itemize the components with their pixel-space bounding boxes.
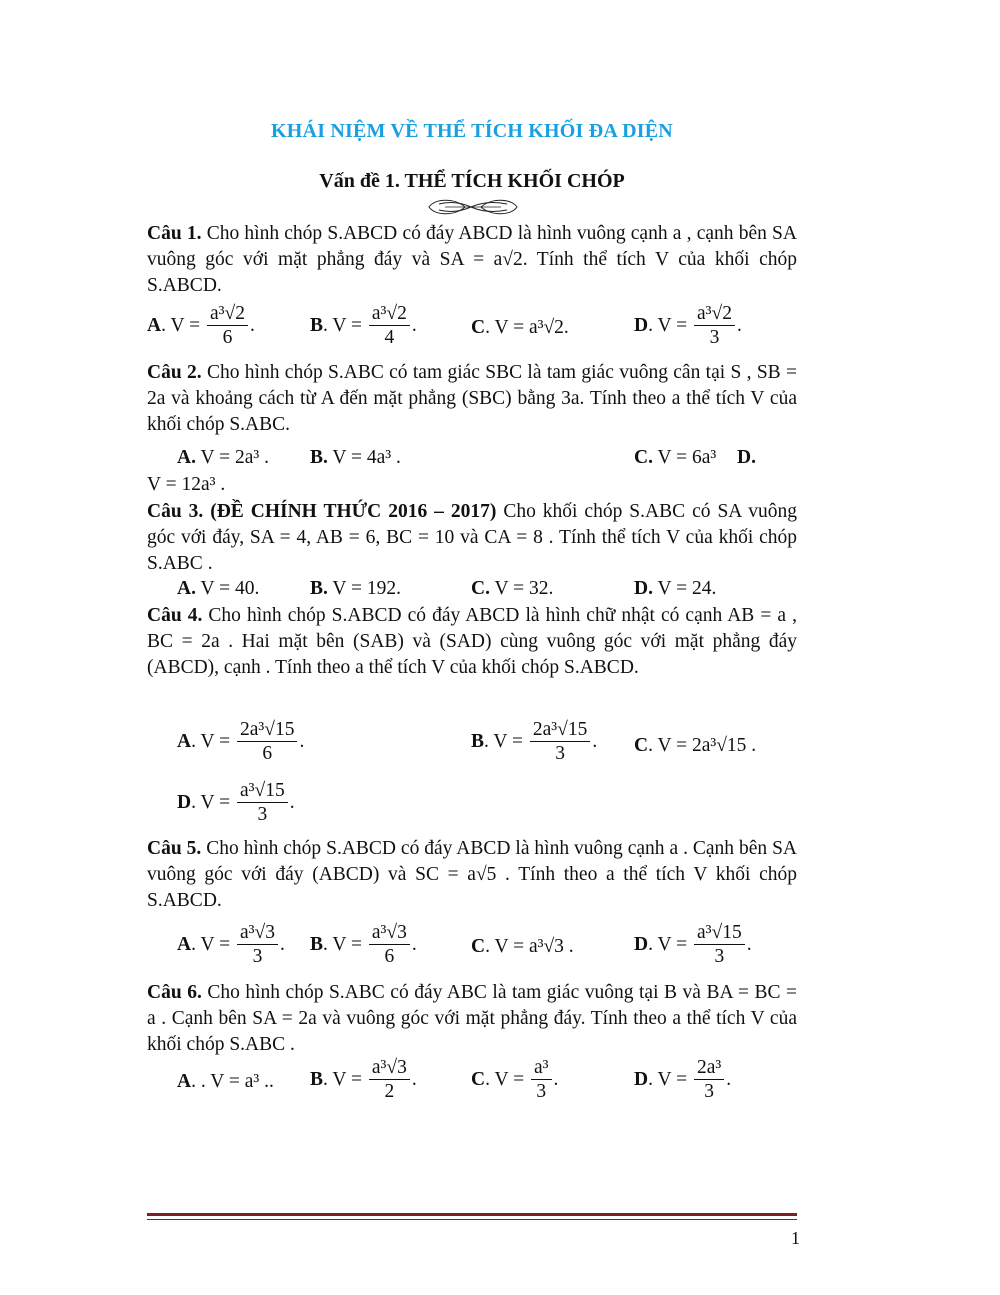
numerator: 2a³√15 — [237, 719, 297, 742]
numerator: a³√3 — [369, 1057, 410, 1080]
numerator: a³√2 — [369, 303, 410, 326]
option-label: D. — [737, 447, 756, 468]
option-b: B. V = $\frac{\text{a³√2}}{4}$ . — [310, 303, 417, 348]
option-label: A — [177, 933, 192, 955]
fraction — [207, 303, 248, 350]
option-value: V = 4a³ . — [332, 447, 401, 468]
denominator: 2 — [384, 1081, 395, 1102]
numerator: a³√15 — [694, 922, 745, 945]
option-prefix: V = a³√2. — [494, 317, 569, 338]
question-label: Câu 5. — [147, 838, 202, 859]
option-suffix: . — [553, 1068, 559, 1090]
option-label: C — [634, 735, 649, 756]
denominator: 6 — [262, 743, 273, 764]
option-prefix: V = — [657, 1068, 688, 1090]
denominator: 3 — [257, 804, 268, 825]
option-c: C. V = $\frac{\text{a³}}{3}$ . — [471, 1057, 559, 1102]
numerator: a³√2 — [207, 303, 248, 326]
denominator: 6 — [222, 327, 233, 348]
option-label: A — [147, 314, 162, 336]
option-prefix: V = — [332, 1068, 363, 1090]
question-text: Cho hình chóp S.ABC có tam giác SBC là tam giác vuông cân tại S , SB = 2a và khoảng cách từ A đến mặt phẳng (SBC) bằng 3a. Tính theo a thể tích V của khối chóp S.ABC. — [147, 362, 797, 435]
option-prefix: V = — [200, 730, 231, 752]
fraction — [237, 922, 278, 969]
fraction — [531, 1057, 552, 1104]
question-label: Câu 1. — [147, 223, 202, 244]
option-d — [634, 578, 716, 600]
option-suffix: . — [411, 933, 417, 955]
question-6 — [147, 980, 797, 1058]
option-value: V = a³√3 . — [494, 936, 574, 957]
option-label: C — [471, 936, 486, 957]
denominator: 3 — [704, 1081, 714, 1102]
option-label: D — [634, 314, 649, 336]
question-6-options — [147, 1057, 797, 1117]
fraction — [694, 922, 745, 969]
numerator: a³√3 — [369, 922, 410, 945]
option-label: A. — [177, 578, 196, 599]
option-a: A. V = $\frac{\text{a³√2}}{6}$ . — [147, 303, 255, 348]
option-d-value: V = 12a³ . — [147, 474, 226, 495]
option-c — [634, 447, 716, 469]
option-value: V = 24. — [657, 578, 717, 599]
page-title: KHÁI NIỆM VỀ THỂ TÍCH KHỐI ĐA DIỆN — [271, 120, 673, 142]
option-label: B — [471, 730, 485, 752]
option-label: B — [310, 314, 324, 336]
option-c: C. V = a³√2. — [471, 317, 569, 338]
numerator: a³ — [531, 1057, 552, 1080]
option-b: B. V = $\frac{\text{2a³√15}}{3}$ . — [471, 719, 598, 764]
fraction — [694, 1057, 724, 1104]
fraction — [369, 303, 410, 350]
option-label: C. — [634, 447, 653, 468]
option-suffix: . — [299, 730, 305, 752]
option-label: D — [177, 791, 192, 813]
question-text: Cho hình chóp S.ABCD có đáy ABCD là hình chữ nhật có cạnh AB = a , BC = 2a . Hai mặt bên (SAB) và (SAD) cùng vuông góc với mặt phẳng đáy (ABCD), cạnh . Tính theo a thể tích V của khối chóp S.ABCD. — [147, 605, 797, 678]
option-prefix: V = — [494, 1068, 525, 1090]
option-b: B. V = $\frac{\text{a³√3}}{6}$ . — [310, 922, 417, 967]
option-d — [737, 447, 756, 469]
option-prefix: V = — [170, 314, 201, 336]
option-label: B. — [310, 578, 328, 599]
option-suffix: . — [746, 933, 752, 955]
option-value: V = 40. — [200, 578, 260, 599]
question-2 — [147, 360, 797, 438]
option-value: V = 32. — [494, 578, 554, 599]
question-label: Câu 6. — [147, 982, 202, 1003]
option-label: D. — [634, 578, 653, 599]
option-d: D. V = $\frac{\text{a³√2}}{3}$ . — [634, 303, 742, 348]
option-suffix: . — [411, 314, 417, 336]
option-prefix: V = — [493, 730, 524, 752]
denominator: 3 — [252, 946, 263, 967]
question-text: Cho hình chóp S.ABCD có đáy ABCD là hình vuông cạnh a . Cạnh bên SA vuông góc với đáy (ABCD) và SC = a√5 . Tính theo a thể tích V khối chóp S.ABCD. — [147, 838, 798, 911]
question-1 — [147, 221, 797, 299]
option-a — [177, 447, 269, 469]
question-label: Câu 2. — [147, 362, 202, 383]
option-d: D. V = $\frac{\text{a³√15}}{3}$ . — [177, 780, 295, 825]
option-suffix: . — [249, 314, 255, 336]
option-prefix: V = — [332, 314, 363, 336]
option-label: A — [177, 730, 192, 752]
denominator: 3 — [536, 1081, 547, 1102]
option-suffix: . — [279, 933, 285, 955]
question-4-options-row2 — [147, 780, 797, 840]
question-label: Câu 3. (ĐỀ CHÍNH THỨC 2016 – 2017) — [147, 501, 497, 522]
option-suffix: . — [289, 791, 295, 813]
denominator: 4 — [384, 327, 395, 348]
denominator: 6 — [384, 946, 395, 967]
question-label: Câu 4. — [147, 605, 203, 626]
numerator: a³√15 — [237, 780, 288, 803]
fraction — [237, 719, 297, 766]
numerator: a³√2 — [694, 303, 735, 326]
option-prefix: V = — [657, 933, 688, 955]
denominator: 3 — [709, 327, 720, 348]
option-a: A. . V = a³ .. — [177, 1071, 274, 1092]
option-prefix: V = — [332, 933, 363, 955]
option-d: D. V = $\frac{\text{2a³}}{3}$ . — [634, 1057, 732, 1102]
question-4-options — [147, 719, 797, 779]
fraction — [237, 780, 288, 827]
question-text: Cho hình chóp S.ABC có đáy ABC là tam giác vuông tại B và BA = BC = a . Cạnh bên SA = 2a và vuông góc với mặt phẳng đáy. Tính theo a thể tích V của khối chóp S.ABC . — [147, 982, 798, 1055]
question-4 — [147, 603, 797, 681]
footer-rule — [147, 1213, 797, 1216]
option-value: . V = a³ .. — [200, 1071, 274, 1092]
option-b — [310, 578, 401, 600]
question-5 — [147, 836, 797, 914]
option-value: V = 2a³ . — [200, 447, 269, 468]
question-5-options — [147, 922, 797, 982]
option-value: V = 6a³ — [657, 447, 717, 468]
question-1-options — [147, 303, 797, 363]
fraction — [530, 719, 590, 766]
option-suffix: . — [411, 1068, 417, 1090]
option-label: B. — [310, 447, 328, 468]
option-label: D — [634, 933, 649, 955]
denominator: 3 — [714, 946, 725, 967]
option-c: C. V = a³√3 . — [471, 936, 574, 957]
footer-rule-thin — [147, 1219, 797, 1220]
option-label: B — [310, 933, 324, 955]
option-value: V = 2a³√15 . — [657, 735, 757, 756]
page-number: 1 — [791, 1228, 800, 1248]
question-2-options — [147, 447, 797, 507]
option-prefix: V = — [200, 791, 231, 813]
option-a: A. V = $\frac{\text{a³√3}}{3}$ . — [177, 922, 285, 967]
option-a: A. V = $\frac{\text{2a³√15}}{6}$ . — [177, 719, 305, 764]
question-text: Cho khối chóp S.ABC có SA vuông góc với đáy, SA = 4, AB = 6, BC = 10 và CA = 8 . Tính thể tích V của khối chóp S.ABC . — [147, 501, 798, 574]
option-label: A — [177, 1071, 192, 1092]
option-a — [177, 578, 259, 600]
option-c: C. V = 2a³√15 . — [634, 735, 757, 756]
option-d: D. V = $\frac{\text{a³√15}}{3}$ . — [634, 922, 752, 967]
fraction — [694, 303, 735, 350]
option-label: C — [471, 317, 486, 338]
question-text: Cho hình chóp S.ABCD có đáy ABCD là hình vuông cạnh a , cạnh bên SA vuông góc với mặt phẳng đáy và SA = a√2. Tính thể tích V của khối chóp S.ABCD. — [147, 223, 797, 296]
question-3 — [147, 499, 797, 577]
option-b: B. V = $\frac{\text{a³√3}}{2}$ . — [310, 1057, 417, 1102]
option-label: C — [471, 1068, 486, 1090]
option-value: V = 192. — [332, 578, 402, 599]
fraction — [369, 922, 410, 969]
option-label: C. — [471, 578, 490, 599]
option-suffix: . — [726, 1068, 732, 1090]
numerator: 2a³ — [694, 1057, 724, 1080]
option-suffix: . — [736, 314, 742, 336]
numerator: 2a³√15 — [530, 719, 590, 742]
option-b — [310, 447, 401, 469]
option-label: B — [310, 1068, 324, 1090]
option-suffix: . — [592, 730, 598, 752]
decorative-flourish-icon — [425, 196, 521, 218]
fraction — [369, 1057, 410, 1104]
option-prefix: V = — [200, 933, 231, 955]
option-c — [471, 578, 553, 600]
section-title: Vấn đề 1. THỂ TÍCH KHỐI CHÓP — [319, 170, 625, 192]
option-label: A. — [177, 447, 196, 468]
option-label: D — [634, 1068, 649, 1090]
denominator: 3 — [555, 743, 566, 764]
option-prefix: V = — [657, 314, 688, 336]
numerator: a³√3 — [237, 922, 278, 945]
